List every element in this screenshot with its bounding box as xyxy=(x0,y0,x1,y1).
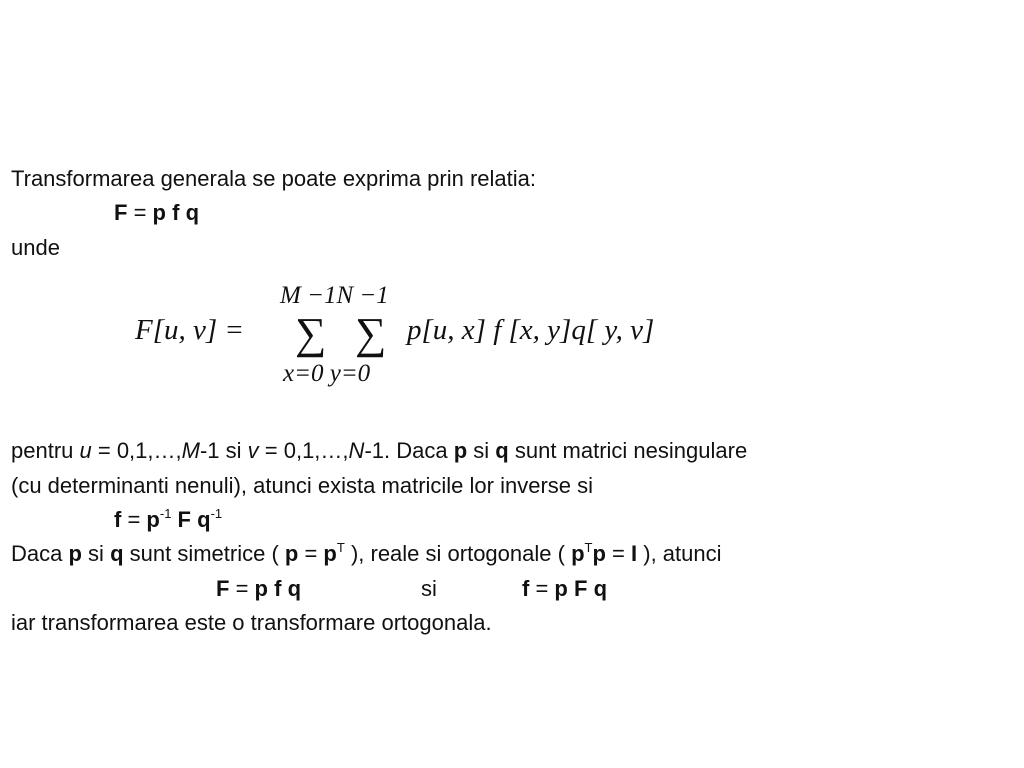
determinanti-line: (cu determinanti nenuli), atunci exista matricile lor inverse si xyxy=(11,473,594,498)
para-text-2: = 0,1,…, xyxy=(91,438,182,463)
daca-text-3: sunt simetrice ( xyxy=(123,541,285,566)
eq3-left-q: q xyxy=(287,576,302,601)
pentru-line xyxy=(11,438,747,464)
formula-sum-upper-limits: M −1N −1 xyxy=(280,282,389,309)
eq3-right-F: F xyxy=(573,576,588,601)
sum-sign-y: ∑ xyxy=(355,309,387,358)
eq3-left-equals: = xyxy=(229,576,255,601)
para-text-4: = 0,1,…, xyxy=(258,438,349,463)
formula-lhs: F[u, v] = xyxy=(135,314,244,346)
daca-text-1: Daca xyxy=(11,541,69,566)
para-text-7: sunt matrici nesingulare xyxy=(508,438,748,463)
daca-I: I xyxy=(631,541,638,566)
para-N: N xyxy=(348,438,365,463)
transform-formula xyxy=(130,282,750,392)
para-v: v xyxy=(247,438,259,463)
unde-text: unde xyxy=(11,235,60,260)
para-text-6: si xyxy=(467,438,496,463)
sum-sign-x: ∑ xyxy=(295,309,327,358)
eq3-left-f: f xyxy=(274,576,282,601)
eq3-right-q: q xyxy=(593,576,608,601)
eq2-f: f xyxy=(114,507,122,532)
daca-text-5: ), reale si ortogonale ( xyxy=(344,541,572,566)
equation-f-inverse xyxy=(114,507,222,533)
formula-rhs: p[u, x] f [x, y]q[ y, v] xyxy=(407,314,655,346)
daca-line xyxy=(11,541,722,567)
eq2-equals: = xyxy=(121,507,147,532)
eq1-F: F xyxy=(114,200,128,225)
equation-F-pfq xyxy=(114,200,199,226)
eq1-equals: = xyxy=(127,200,153,225)
eq2-p: p xyxy=(146,507,160,532)
formula-sum-lower-limits: x=0 y=0 xyxy=(283,360,371,387)
eq2-sup-2: -1 xyxy=(210,506,223,521)
para-text-3: -1 si xyxy=(199,438,248,463)
daca-p: p xyxy=(68,541,82,566)
equation-F-left xyxy=(216,576,301,602)
intro-text: Transformarea generala se poate exprima prin relatia: xyxy=(11,166,537,191)
daca-sup-T: T xyxy=(336,540,345,555)
eq3-left-F: F xyxy=(216,576,230,601)
equation-f-right xyxy=(522,576,607,602)
para-M: M xyxy=(181,438,200,463)
daca-text-4: = xyxy=(298,541,324,566)
eq1-q: q xyxy=(185,200,200,225)
final-text: iar transformarea este o transformare ortogonala. xyxy=(11,610,492,635)
daca-q: q xyxy=(110,541,124,566)
daca-text-6: = xyxy=(605,541,631,566)
eq1-p: p xyxy=(152,200,166,225)
daca-p2: p xyxy=(284,541,299,566)
eq3-si: si xyxy=(421,576,437,601)
daca-p4: p xyxy=(571,541,585,566)
eq1-f: f xyxy=(172,200,180,225)
daca-p3: p xyxy=(323,541,337,566)
eq3-right-equals: = xyxy=(529,576,555,601)
para-u: u xyxy=(79,438,92,463)
eq3-left-p: p xyxy=(254,576,268,601)
para-q: q xyxy=(495,438,509,463)
eq3-right-f: f xyxy=(522,576,530,601)
daca-sup-T2: T xyxy=(584,540,593,555)
eq2-sup-1: -1 xyxy=(159,506,172,521)
eq3-right-p: p xyxy=(554,576,568,601)
daca-text-7: ), atunci xyxy=(637,541,722,566)
daca-text-2: si xyxy=(81,541,111,566)
daca-p5: p xyxy=(592,541,606,566)
eq2-q: q xyxy=(197,507,211,532)
para-text-5: -1. Daca xyxy=(364,438,454,463)
eq2-F: F xyxy=(177,507,191,532)
para-p: p xyxy=(453,438,468,463)
para-text-1: pentru xyxy=(11,438,80,463)
